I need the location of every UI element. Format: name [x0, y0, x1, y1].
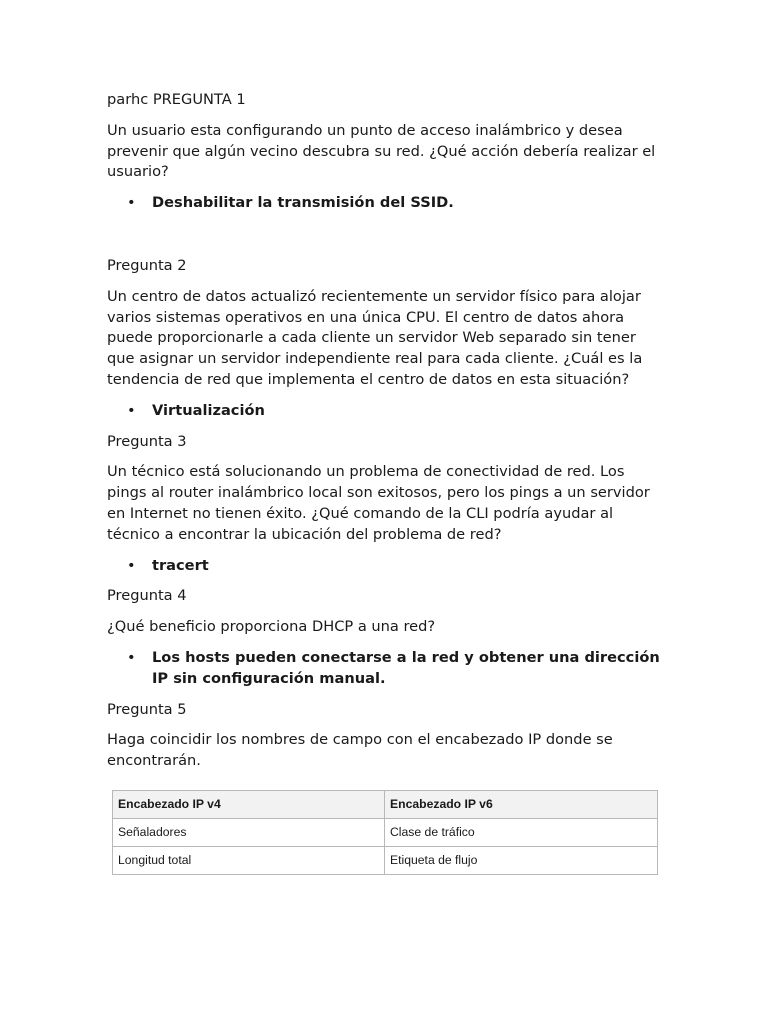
answer-text: Deshabilitar la transmisión del SSID.	[152, 194, 454, 212]
question-2-answers	[107, 401, 667, 422]
table-row	[113, 846, 658, 874]
table-cell: Etiqueta de flujo	[385, 846, 658, 874]
question-4-answers	[107, 648, 667, 690]
table-cell: Clase de tráfico	[385, 818, 658, 846]
question-1-answer	[107, 193, 667, 214]
table-header-row	[113, 790, 658, 818]
question-2-answer	[107, 401, 667, 422]
question-3-text: Un técnico está solucionando un problema de conectividad de red. Los pings al router inalámbrico local son exitosos, pero los pings a un servidor en Internet no tienen éxito. ¿Qué comando de la CLI podría ayudar al técnico a encontrar la ubicación del problema de red?	[107, 463, 650, 543]
bullet-icon: •	[127, 648, 136, 666]
bullet-icon: •	[127, 401, 136, 419]
question-2-text: Un centro de datos actualizó recientemente un servidor físico para alojar varios sistemas operativos en una única CPU. El centro de datos ahora puede proporcionarle a cada cliente un servidor Web separado sin tener que asignar un servidor independiente real para cada cliente. ¿Cuál es la tendencia de red que implementa el centro de datos en esta situación?	[107, 287, 643, 388]
question-1-title: parhc PREGUNTA 1	[107, 91, 246, 108]
table-header-ipv4: Encabezado IP v4	[113, 790, 385, 818]
question-5-title: Pregunta 5	[107, 700, 187, 718]
table-cell: Señaladores	[113, 818, 385, 846]
question-1-answers	[107, 193, 667, 214]
spacer	[107, 224, 667, 256]
document-page	[107, 90, 667, 875]
table-row	[113, 818, 658, 846]
question-2-title: Pregunta 2	[107, 256, 187, 274]
question-3-answer	[107, 556, 667, 577]
bullet-icon: •	[127, 556, 136, 574]
question-3-title: Pregunta 3	[107, 432, 187, 450]
bullet-icon: •	[127, 194, 136, 212]
ip-header-table	[112, 790, 658, 875]
answer-text: Los hosts pueden conectarse a la red y obtener una dirección IP sin configuración manual.	[152, 648, 660, 687]
table-header-ipv6: Encabezado IP v6	[385, 790, 658, 818]
answer-text: tracert	[152, 556, 209, 574]
table-cell: Longitud total	[113, 846, 385, 874]
answer-text: Virtualización	[152, 401, 265, 419]
question-4-answer	[107, 648, 667, 690]
question-5-text: Haga coincidir los nombres de campo con el encabezado IP donde se encontrarán.	[107, 731, 613, 770]
question-4-title: Pregunta 4	[107, 587, 187, 605]
question-4-text: ¿Qué beneficio proporciona DHCP a una red?	[107, 618, 436, 636]
question-3-answers	[107, 556, 667, 577]
question-1-text: Un usuario esta configurando un punto de acceso inalámbrico y desea prevenir que algún vecino descubra su red. ¿Qué acción debería realizar el usuario?	[107, 121, 656, 181]
